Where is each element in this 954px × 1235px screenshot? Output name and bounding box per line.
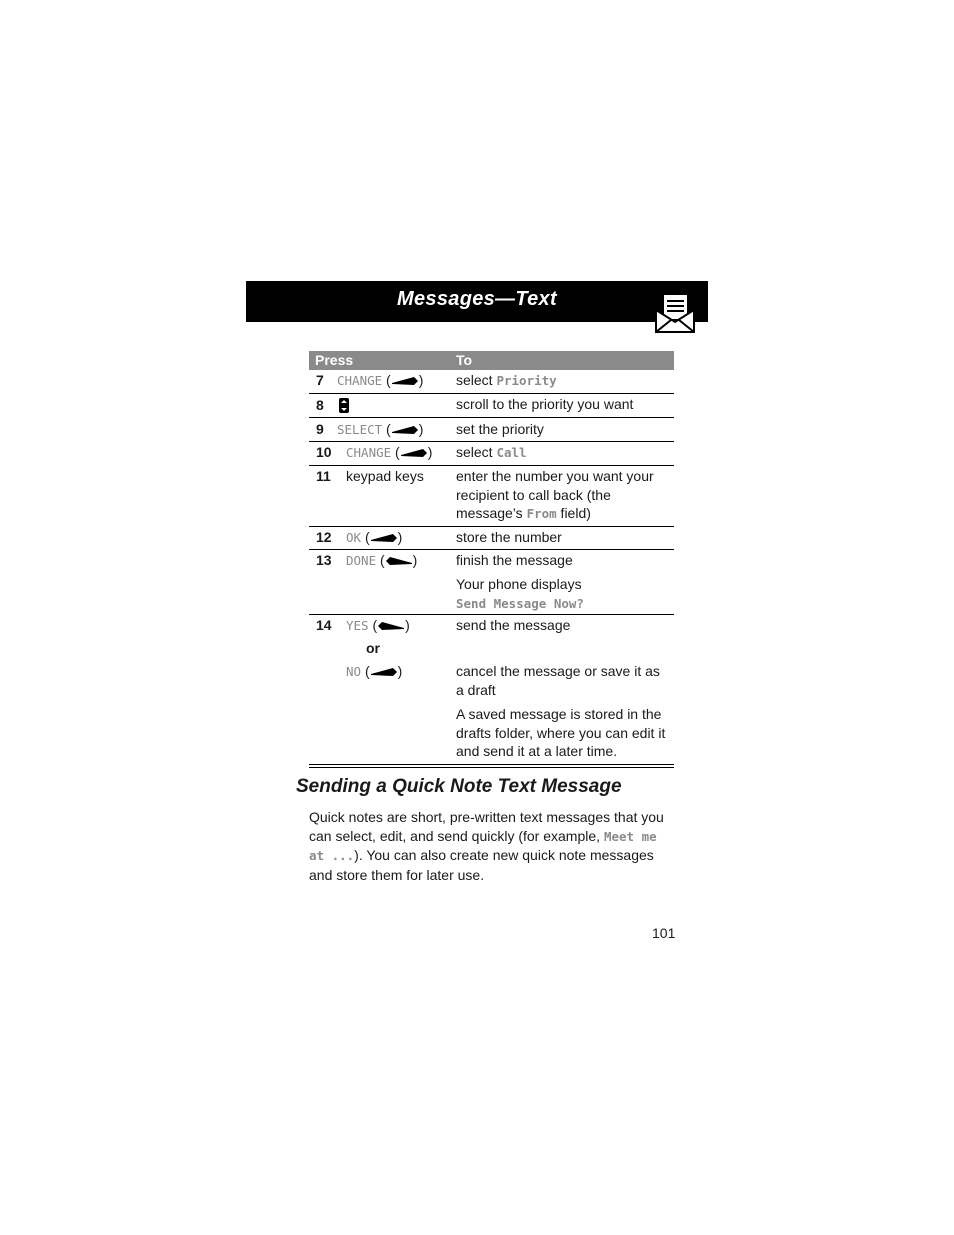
press-cell: NO ( ) [346, 663, 403, 679]
to-cell: cancel the message or save it as a draft [456, 663, 660, 698]
section-header-bar [246, 281, 708, 322]
message-envelope-icon [654, 292, 696, 334]
step-number: 13 [316, 552, 332, 568]
press-cell: CHANGE ( ) [346, 444, 433, 460]
to-note: A saved message is stored in the drafts folder, where you can edit it and send it at a later time. [456, 706, 666, 759]
to-cell: set the priority [456, 421, 544, 437]
step-number: 12 [316, 529, 332, 545]
table-row [309, 615, 674, 765]
right-soft-key-icon [400, 447, 428, 459]
softkey-label: CHANGE [346, 445, 392, 460]
display-text: Priority [496, 373, 557, 388]
step-number: 14 [316, 617, 332, 633]
to-cell: select Priority [456, 372, 557, 388]
display-text: Send Message Now? [456, 595, 584, 611]
softkey-label: OK [346, 530, 362, 545]
column-header-press: Press [315, 352, 354, 368]
table-row [309, 550, 674, 615]
right-soft-key-icon [391, 424, 419, 436]
softkey-label: YES [346, 618, 369, 633]
softkey-label: DONE [346, 553, 377, 568]
to-cell: send the message [456, 617, 571, 633]
press-cell: keypad keys [346, 468, 424, 484]
page-number: 101 [652, 925, 676, 941]
to-cell: scroll to the priority you want [456, 396, 634, 412]
to-cell: store the number [456, 529, 562, 545]
to-cell: finish the message [456, 552, 573, 568]
right-soft-key-icon [370, 666, 398, 678]
to-note: Your phone displays Send Message Now? [456, 576, 584, 611]
section-heading: Sending a Quick Note Text Message [296, 776, 622, 797]
table-row [309, 442, 674, 466]
press-cell: DONE ( ) [346, 552, 418, 568]
or-label: or [366, 640, 380, 656]
display-text: Call [496, 445, 527, 460]
table-row [309, 418, 674, 442]
table-end-rule [309, 767, 674, 768]
table-row [309, 527, 674, 550]
table-row [309, 394, 674, 418]
display-text: From [526, 506, 557, 521]
table-header [309, 351, 674, 370]
step-number: 9 [316, 421, 324, 437]
softkey-label: SELECT [337, 422, 383, 437]
navigation-key-icon [338, 397, 350, 414]
step-number: 7 [316, 372, 324, 388]
column-header-to: To [456, 352, 473, 368]
softkey-label: CHANGE [337, 373, 383, 388]
press-cell: CHANGE ( ) [337, 372, 424, 388]
left-soft-key-icon [385, 555, 413, 567]
to-cell: enter the number you want your recipient to call back (the message’s From field) [456, 468, 654, 521]
body-paragraph: Quick notes are short, pre-written text messages that you can select, edit, and send quickly (for example, Meet me at ...). You can also create new quick note messages and store them for later use. [309, 809, 664, 884]
table-row [309, 466, 674, 527]
step-number: 10 [316, 444, 332, 460]
to-cell: select Call [456, 444, 527, 460]
display-text: Meet me at ... [309, 828, 657, 864]
step-number: 8 [316, 397, 324, 413]
section-title: Messages—Text [397, 288, 557, 310]
press-cell: OK ( ) [346, 529, 403, 545]
right-soft-key-icon [391, 375, 419, 387]
left-soft-key-icon [377, 620, 405, 632]
press-to-table [309, 351, 674, 768]
softkey-label: NO [346, 664, 362, 679]
press-cell: YES ( ) [346, 617, 410, 633]
step-number: 11 [316, 468, 331, 484]
press-cell: SELECT ( ) [337, 421, 424, 437]
right-soft-key-icon [370, 532, 398, 544]
table-row [309, 370, 674, 394]
